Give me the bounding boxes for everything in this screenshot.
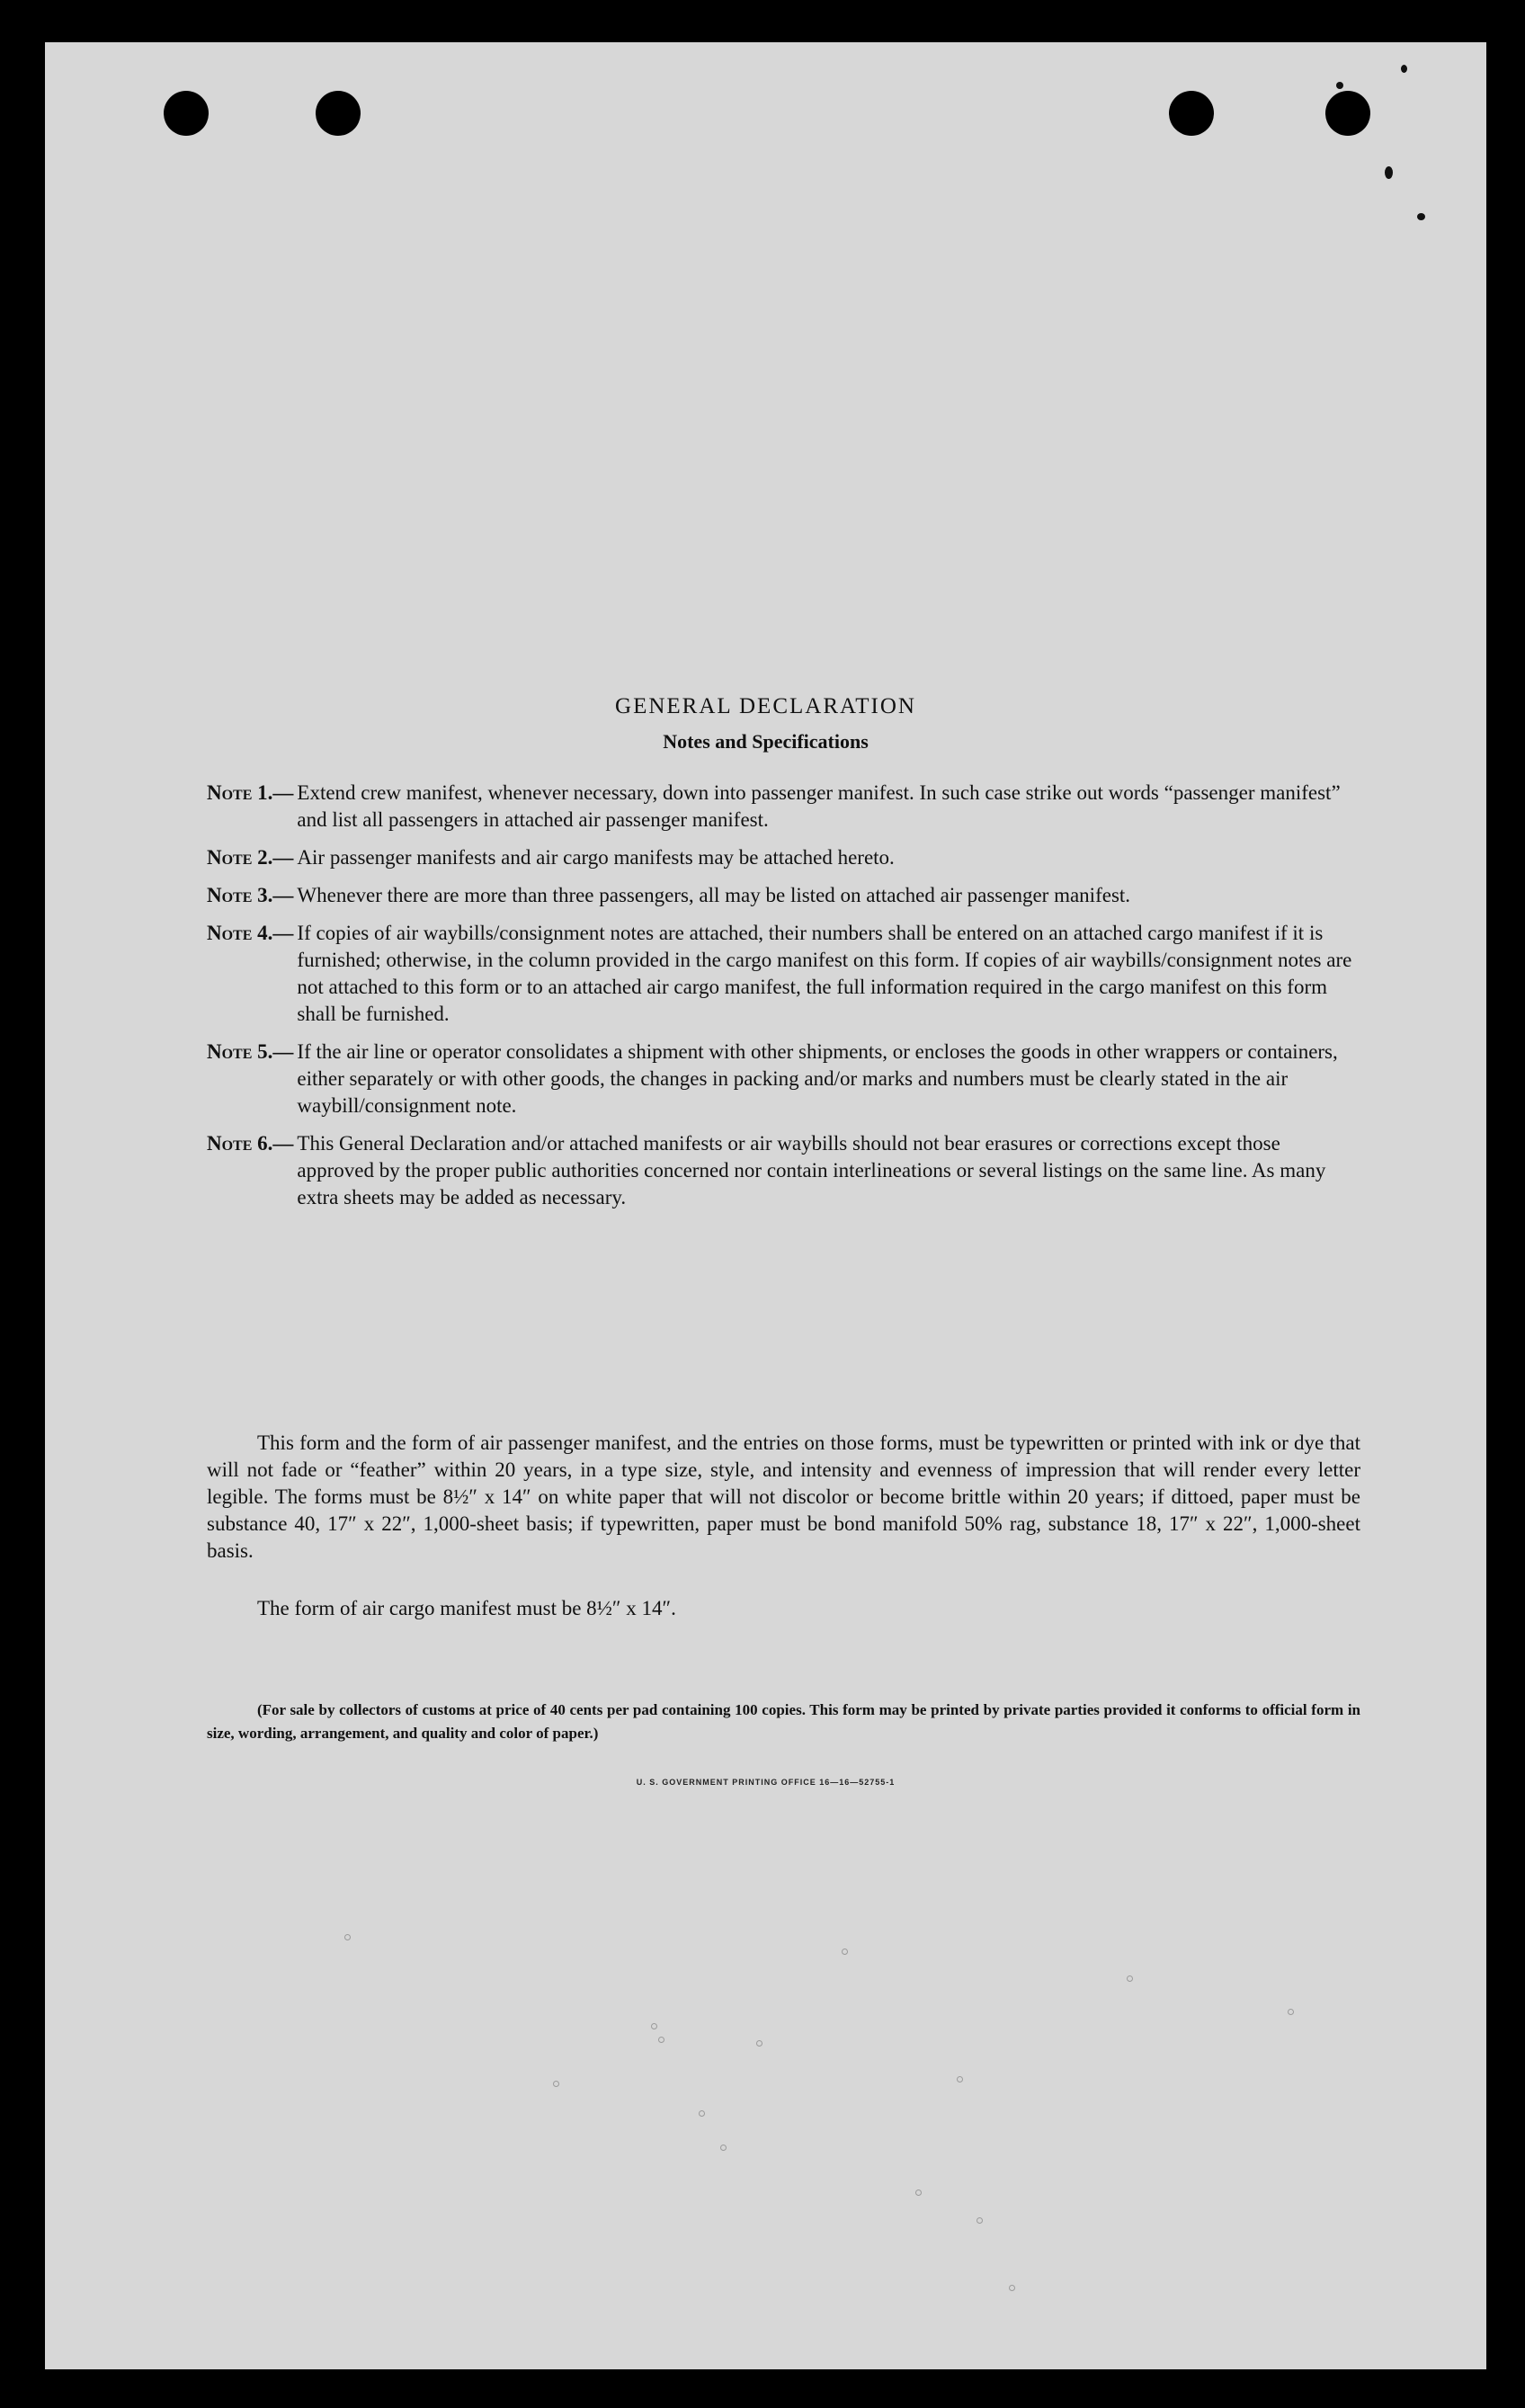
note-text: If copies of air waybills/consignment notes are attached, their numbers shall be entered on an attached cargo manifest if it is furnished; otherwise, in the column provided in the cargo manifest on this form. If copies of air waybills/consignment notes are not attached to this form or to an attached air cargo manifest, the full information required in the cargo manifest on this form shall be furnished. (297, 922, 1352, 1025)
dust-mark (720, 2145, 727, 2151)
dust-mark (651, 2023, 657, 2029)
note-label: Note 2.— (207, 846, 294, 869)
document-title: GENERAL DECLARATION (615, 694, 916, 718)
note-item (207, 882, 1360, 909)
note-text: Air passenger manifests and air cargo manifests may be attached hereto. (297, 846, 895, 869)
document-page (45, 42, 1486, 2369)
speck-mark (1417, 213, 1425, 220)
note-text: Whenever there are more than three passengers, all may be listed on attached air passenger manifest. (297, 884, 1131, 906)
note-text: This General Declaration and/or attached manifests or air waybills should not bear erasures or corrections except those approved by the proper public authorities concerned nor contain interlineations or several listings on the same line. As many extra sheets may be added as necessary. (297, 1132, 1326, 1208)
dust-mark (756, 2040, 762, 2047)
dust-mark (699, 2110, 705, 2117)
speck-mark (1385, 166, 1393, 179)
note-item (207, 844, 1360, 871)
cargo-form-size: The form of air cargo manifest must be 8½″ x 14″. (257, 1597, 676, 1619)
punch-hole (316, 91, 361, 136)
dust-mark (977, 2217, 983, 2224)
dust-mark (1127, 1975, 1133, 1982)
note-item (207, 780, 1360, 834)
form-specification: This form and the form of air passenger manifest, and the entries on those forms, must be typewritten or printed with ink or dye that will not fade or “feather” within 20 years, in a type size, style, and intensity and evenness of impression that will render every letter legible. The forms must be 8½″ x 14″ on white paper that will not discolor or become brittle within 20 years; if dittoed, paper must be substance 40, 17″ x 22″, 1,000-sheet basis; if typewritten, paper must be bond manifold 50% rag, substance 18, 17″ x 22″, 1,000-sheet basis. (207, 1431, 1360, 1562)
note-text: If the air line or operator consolidates a shipment with other shipments, or encloses the goods in other wrappers or containers, either separately or with other goods, the changes in packing and/or marks and numbers must be clearly stated in the air waybill/consignment note. (297, 1040, 1338, 1117)
dust-mark (658, 2037, 664, 2043)
note-item (207, 920, 1360, 1028)
dust-mark (1288, 2009, 1294, 2015)
note-label: Note 5.— (207, 1040, 294, 1063)
dust-mark (957, 2076, 963, 2082)
note-item (207, 1130, 1360, 1211)
note-label: Note 4.— (207, 922, 294, 944)
punch-hole (164, 91, 209, 136)
dust-mark (842, 1949, 848, 1955)
speck-mark (1401, 65, 1407, 73)
speck-mark (1336, 82, 1343, 89)
notes-list (207, 780, 1360, 1222)
sale-notice: (For sale by collectors of customs at price of 40 cents per pad containing 100 copies. This form may be printed by private parties provided it conforms to official form in size, wording, arrangement, and quality and color of paper.) (207, 1701, 1360, 1742)
dust-mark (344, 1934, 351, 1940)
note-label: Note 6.— (207, 1132, 294, 1155)
punch-hole (1325, 91, 1370, 136)
note-text: Extend crew manifest, whenever necessary, down into passenger manifest. In such case strike out words “passenger manifest” and list all passengers in attached air passenger manifest. (297, 781, 1341, 831)
dust-mark (553, 2081, 559, 2087)
punch-hole (1169, 91, 1214, 136)
dust-mark (1009, 2285, 1015, 2291)
note-label: Note 3.— (207, 884, 294, 906)
printer-imprint: U. S. GOVERNMENT PRINTING OFFICE 16—16—52755-1 (636, 1778, 896, 1787)
note-item (207, 1039, 1360, 1119)
note-label: Note 1.— (207, 781, 294, 804)
dust-mark (915, 2189, 922, 2196)
document-subtitle: Notes and Specifications (663, 730, 869, 753)
